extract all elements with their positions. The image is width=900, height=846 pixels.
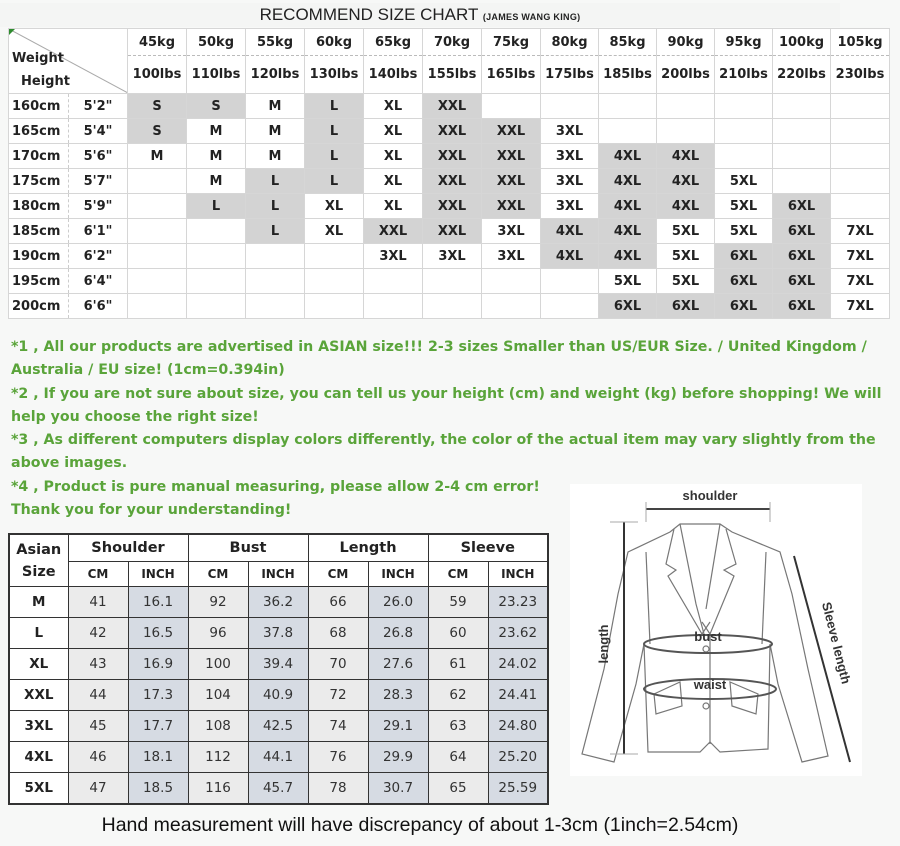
- measurement-row: [9, 711, 548, 742]
- weight-lbs-header: 130lbs: [305, 56, 364, 94]
- size-cell: 6XL: [773, 219, 831, 244]
- size-cell: 3XL: [482, 244, 541, 269]
- measurement-row: [9, 742, 548, 773]
- asian-size: L: [9, 618, 68, 649]
- size-cell: 4XL: [599, 144, 657, 169]
- value-cm: 43: [68, 649, 128, 680]
- asian-size: 4XL: [9, 742, 68, 773]
- value-cm: 47: [68, 773, 128, 805]
- size-cell: 6XL: [599, 294, 657, 319]
- height-cm: 190cm: [9, 244, 69, 269]
- chart-title: [0, 3, 840, 27]
- size-cell: 3XL: [541, 144, 599, 169]
- value-inch: 36.2: [248, 587, 308, 618]
- weight-lbs-header: 155lbs: [423, 56, 482, 94]
- size-cell: 4XL: [599, 169, 657, 194]
- value-inch: 39.4: [248, 649, 308, 680]
- size-cell: 6XL: [773, 269, 831, 294]
- size-cell: L: [246, 219, 305, 244]
- measurement-row: [9, 773, 548, 805]
- size-cell: XXL: [364, 219, 423, 244]
- height-ft: 5'2": [69, 94, 128, 119]
- value-inch: 17.3: [128, 680, 188, 711]
- value-inch: 16.9: [128, 649, 188, 680]
- measurement-row: [9, 618, 548, 649]
- value-cm: 100: [188, 649, 248, 680]
- value-inch: 44.1: [248, 742, 308, 773]
- value-cm: 60: [428, 618, 488, 649]
- size-cell: XL: [305, 219, 364, 244]
- size-cell: XL: [364, 119, 423, 144]
- measurement-row: [9, 587, 548, 618]
- asian-size-header: [9, 534, 68, 587]
- size-cell: 6XL: [715, 269, 773, 294]
- size-cell: [715, 144, 773, 169]
- size-cell: 6XL: [657, 294, 715, 319]
- size-cell: XL: [364, 194, 423, 219]
- size-cell: [831, 169, 890, 194]
- size-cell: L: [305, 144, 364, 169]
- size-cell: M: [128, 144, 187, 169]
- size-cell: [246, 244, 305, 269]
- size-cell: 4XL: [599, 244, 657, 269]
- size-cell: [773, 94, 831, 119]
- unit-cm-header: CM: [188, 562, 248, 587]
- value-cm: 66: [308, 587, 368, 618]
- unit-inch-header: INCH: [368, 562, 428, 587]
- weight-lbs-header: 120lbs: [246, 56, 305, 94]
- size-cell: L: [305, 94, 364, 119]
- measurement-row: [9, 649, 548, 680]
- size-cell: 6XL: [715, 294, 773, 319]
- waist-label: waist: [693, 677, 727, 692]
- size-cell: 4XL: [657, 169, 715, 194]
- value-inch: 29.1: [368, 711, 428, 742]
- size-cell: [541, 94, 599, 119]
- weight-kg-header: 70kg: [423, 29, 482, 56]
- weight-lbs-header: 210lbs: [715, 56, 773, 94]
- weight-kg-header: 60kg: [305, 29, 364, 56]
- size-cell: 5XL: [715, 219, 773, 244]
- height-cm: 175cm: [9, 169, 69, 194]
- size-cell: [482, 269, 541, 294]
- size-row: [9, 94, 890, 119]
- size-cell: XXL: [482, 144, 541, 169]
- value-cm: 78: [308, 773, 368, 805]
- size-cell: [187, 244, 246, 269]
- recommend-size-table: [8, 28, 890, 319]
- value-cm: 41: [68, 587, 128, 618]
- value-inch: 16.1: [128, 587, 188, 618]
- size-cell: M: [246, 144, 305, 169]
- value-cm: 112: [188, 742, 248, 773]
- unit-cm-header: CM: [68, 562, 128, 587]
- jacket-icon: [570, 484, 862, 776]
- weight-kg-header: 75kg: [482, 29, 541, 56]
- weight-kg-header: 65kg: [364, 29, 423, 56]
- weight-kg-header: 50kg: [187, 29, 246, 56]
- asian-size: M: [9, 587, 68, 618]
- size-cell: M: [246, 119, 305, 144]
- unit-inch-header: INCH: [128, 562, 188, 587]
- measure-group-header: Sleeve: [428, 534, 548, 562]
- size-cell: [541, 294, 599, 319]
- value-cm: 61: [428, 649, 488, 680]
- height-ft: 5'7": [69, 169, 128, 194]
- note-1: *1 , All our products are advertised in ASIAN size!!! 2-3 sizes Smaller than US/EUR Size. / United Kingdom / Australia / EU size! (1cm=0.394in): [11, 339, 867, 379]
- size-cell: XL: [364, 144, 423, 169]
- asian-label: Asian: [16, 541, 62, 558]
- size-cell: XL: [364, 169, 423, 194]
- weight-lbs-header: 220lbs: [773, 56, 831, 94]
- weight-lbs-header: 175lbs: [541, 56, 599, 94]
- value-inch: 24.02: [488, 649, 548, 680]
- size-cell: L: [246, 169, 305, 194]
- value-inch: 27.6: [368, 649, 428, 680]
- value-cm: 96: [188, 618, 248, 649]
- size-cell: [423, 269, 482, 294]
- size-cell: [831, 94, 890, 119]
- size-cell: [128, 294, 187, 319]
- size-cell: [831, 119, 890, 144]
- value-inch: 23.62: [488, 618, 548, 649]
- height-cm: 195cm: [9, 269, 69, 294]
- weight-lbs-header: 165lbs: [482, 56, 541, 94]
- size-cell: [305, 269, 364, 294]
- size-cell: XXL: [482, 169, 541, 194]
- size-cell: [773, 119, 831, 144]
- size-cell: 5XL: [657, 244, 715, 269]
- size-cell: [657, 119, 715, 144]
- size-cell: 7XL: [831, 219, 890, 244]
- value-inch: 24.80: [488, 711, 548, 742]
- size-cell: 7XL: [831, 294, 890, 319]
- size-cell: [305, 294, 364, 319]
- asian-size: XXL: [9, 680, 68, 711]
- size-cell: M: [187, 144, 246, 169]
- weight-height-corner: [9, 29, 128, 94]
- size-cell: M: [187, 169, 246, 194]
- value-cm: 92: [188, 587, 248, 618]
- measurement-row: [9, 680, 548, 711]
- weight-lbs-header: 140lbs: [364, 56, 423, 94]
- size-row: [9, 194, 890, 219]
- size-cell: [364, 269, 423, 294]
- size-cell: 3XL: [541, 169, 599, 194]
- weight-label: Weight: [12, 51, 64, 66]
- size-cell: L: [187, 194, 246, 219]
- size-cell: XXL: [482, 119, 541, 144]
- weight-lbs-header: 185lbs: [599, 56, 657, 94]
- value-cm: 108: [188, 711, 248, 742]
- size-cell: 6XL: [715, 244, 773, 269]
- value-inch: 26.0: [368, 587, 428, 618]
- value-cm: 76: [308, 742, 368, 773]
- size-cell: 5XL: [657, 269, 715, 294]
- size-cell: [657, 94, 715, 119]
- value-cm: 64: [428, 742, 488, 773]
- size-cell: 6XL: [773, 194, 831, 219]
- bust-label: bust: [694, 629, 722, 644]
- value-inch: 16.5: [128, 618, 188, 649]
- size-cell: [128, 219, 187, 244]
- height-ft: 5'6": [69, 144, 128, 169]
- size-cell: 6XL: [773, 244, 831, 269]
- size-cell: [423, 294, 482, 319]
- value-cm: 45: [68, 711, 128, 742]
- weight-lbs-header: 200lbs: [657, 56, 715, 94]
- value-cm: 42: [68, 618, 128, 649]
- measure-group-header: Length: [308, 534, 428, 562]
- size-cell: [246, 294, 305, 319]
- measure-group-header: Shoulder: [68, 534, 188, 562]
- unit-inch-header: INCH: [488, 562, 548, 587]
- size-cell: 3XL: [482, 219, 541, 244]
- size-cell: M: [246, 94, 305, 119]
- size-cell: M: [187, 119, 246, 144]
- value-inch: 18.1: [128, 742, 188, 773]
- size-cell: S: [128, 119, 187, 144]
- size-cell: [128, 169, 187, 194]
- value-cm: 116: [188, 773, 248, 805]
- value-cm: 70: [308, 649, 368, 680]
- value-inch: 23.23: [488, 587, 548, 618]
- value-inch: 17.7: [128, 711, 188, 742]
- unit-cm-header: CM: [428, 562, 488, 587]
- size-cell: 3XL: [541, 119, 599, 144]
- size-cell: [128, 194, 187, 219]
- height-cm: 165cm: [9, 119, 69, 144]
- value-inch: 25.59: [488, 773, 548, 805]
- size-cell: [187, 294, 246, 319]
- size-cell: 4XL: [541, 244, 599, 269]
- size-cell: XL: [364, 94, 423, 119]
- size-cell: [364, 294, 423, 319]
- height-cm: 160cm: [9, 94, 69, 119]
- size-cell: [599, 94, 657, 119]
- height-cm: 180cm: [9, 194, 69, 219]
- note-thanks: Thank you for your understanding!: [11, 502, 292, 519]
- size-cell: XXL: [482, 194, 541, 219]
- size-cell: 5XL: [715, 194, 773, 219]
- size-cell: [831, 144, 890, 169]
- height-ft: 5'4": [69, 119, 128, 144]
- height-ft: 5'9": [69, 194, 128, 219]
- size-cell: 7XL: [831, 244, 890, 269]
- value-cm: 72: [308, 680, 368, 711]
- value-cm: 63: [428, 711, 488, 742]
- height-ft: 6'6": [69, 294, 128, 319]
- weight-kg-header: 55kg: [246, 29, 305, 56]
- size-cell: [187, 269, 246, 294]
- shoulder-label: shoulder: [682, 488, 738, 503]
- asian-size: 3XL: [9, 711, 68, 742]
- size-cell: [773, 169, 831, 194]
- size-row: [9, 119, 890, 144]
- height-cm: 185cm: [9, 219, 69, 244]
- chart-title-text: RECOMMEND SIZE CHART: [259, 5, 479, 24]
- size-cell: S: [128, 94, 187, 119]
- value-cm: 74: [308, 711, 368, 742]
- size-cell: L: [305, 169, 364, 194]
- size-row: [9, 244, 890, 269]
- value-inch: 45.7: [248, 773, 308, 805]
- size-label: Size: [21, 563, 56, 580]
- size-cell: S: [187, 94, 246, 119]
- size-cell: 5XL: [715, 169, 773, 194]
- size-cell: XL: [305, 194, 364, 219]
- value-cm: 68: [308, 618, 368, 649]
- value-inch: 37.8: [248, 618, 308, 649]
- asian-size: 5XL: [9, 773, 68, 805]
- size-cell: 4XL: [657, 194, 715, 219]
- size-cell: XXL: [423, 194, 482, 219]
- note-3: *3 , As different computers display colors differently, the color of the actual item may vary slightly from the above images.: [11, 432, 876, 472]
- note-2: *2 , If you are not sure about size, you can tell us your height (cm) and weight (kg) before shopping! We will help you choose the right size!: [11, 385, 882, 425]
- note-4: *4 , Product is pure manual measuring, please allow 2-4 cm error!: [11, 478, 540, 495]
- size-cell: [128, 244, 187, 269]
- weight-kg-header: 95kg: [715, 29, 773, 56]
- size-cell: [541, 269, 599, 294]
- size-cell: 6XL: [773, 294, 831, 319]
- chart-subtitle: (JAMES WANG KING): [482, 12, 581, 22]
- value-inch: 25.20: [488, 742, 548, 773]
- size-cell: [128, 269, 187, 294]
- value-cm: 44: [68, 680, 128, 711]
- size-cell: XXL: [423, 144, 482, 169]
- size-cell: [187, 219, 246, 244]
- weight-kg-header: 85kg: [599, 29, 657, 56]
- size-cell: [599, 119, 657, 144]
- weight-kg-header: 80kg: [541, 29, 599, 56]
- value-cm: 59: [428, 587, 488, 618]
- size-row: [9, 144, 890, 169]
- height-label: Height: [21, 74, 70, 89]
- weight-lbs-header: 100lbs: [128, 56, 187, 94]
- value-inch: 24.41: [488, 680, 548, 711]
- length-label: length: [596, 624, 611, 664]
- measurement-table: [8, 533, 549, 805]
- size-cell: [482, 94, 541, 119]
- size-cell: [482, 294, 541, 319]
- value-inch: 18.5: [128, 773, 188, 805]
- size-cell: [715, 94, 773, 119]
- height-ft: 6'2": [69, 244, 128, 269]
- size-cell: 7XL: [831, 269, 890, 294]
- unit-inch-header: INCH: [248, 562, 308, 587]
- height-cm: 200cm: [9, 294, 69, 319]
- size-row: [9, 269, 890, 294]
- size-cell: 3XL: [541, 194, 599, 219]
- size-cell: [246, 269, 305, 294]
- size-cell: XXL: [423, 94, 482, 119]
- value-cm: 65: [428, 773, 488, 805]
- unit-cm-header: CM: [308, 562, 368, 587]
- value-cm: 62: [428, 680, 488, 711]
- weight-kg-header: 100kg: [773, 29, 831, 56]
- size-cell: 5XL: [657, 219, 715, 244]
- value-cm: 104: [188, 680, 248, 711]
- size-cell: 5XL: [599, 269, 657, 294]
- size-cell: [831, 194, 890, 219]
- value-inch: 26.8: [368, 618, 428, 649]
- size-row: [9, 219, 890, 244]
- size-cell: L: [246, 194, 305, 219]
- height-ft: 6'4": [69, 269, 128, 294]
- measurement-caption: Hand measurement will have discrepancy of about 1-3cm (1inch=2.54cm): [101, 814, 739, 836]
- height-cm: 170cm: [9, 144, 69, 169]
- size-cell: XXL: [423, 119, 482, 144]
- value-inch: 29.9: [368, 742, 428, 773]
- value-inch: 30.7: [368, 773, 428, 805]
- value-inch: 28.3: [368, 680, 428, 711]
- measure-group-header: Bust: [188, 534, 308, 562]
- sleeve-length-label: Sleeve length: [818, 600, 854, 686]
- weight-lbs-header: 110lbs: [187, 56, 246, 94]
- jacket-measurement-diagram: [570, 484, 862, 776]
- size-cell: L: [305, 119, 364, 144]
- weight-kg-header: 90kg: [657, 29, 715, 56]
- size-cell: 3XL: [364, 244, 423, 269]
- weight-lbs-header: 230lbs: [831, 56, 890, 94]
- size-row: [9, 294, 890, 319]
- size-cell: XXL: [423, 169, 482, 194]
- value-cm: 46: [68, 742, 128, 773]
- size-row: [9, 169, 890, 194]
- size-cell: 4XL: [657, 144, 715, 169]
- value-inch: 40.9: [248, 680, 308, 711]
- asian-size: XL: [9, 649, 68, 680]
- size-cell: XXL: [423, 219, 482, 244]
- size-cell: 4XL: [599, 194, 657, 219]
- value-inch: 42.5: [248, 711, 308, 742]
- size-cell: [305, 244, 364, 269]
- weight-kg-header: 45kg: [128, 29, 187, 56]
- height-ft: 6'1": [69, 219, 128, 244]
- size-cell: [715, 119, 773, 144]
- size-cell: 4XL: [541, 219, 599, 244]
- size-cell: [773, 144, 831, 169]
- size-cell: 4XL: [599, 219, 657, 244]
- size-cell: 3XL: [423, 244, 482, 269]
- weight-kg-header: 105kg: [831, 29, 890, 56]
